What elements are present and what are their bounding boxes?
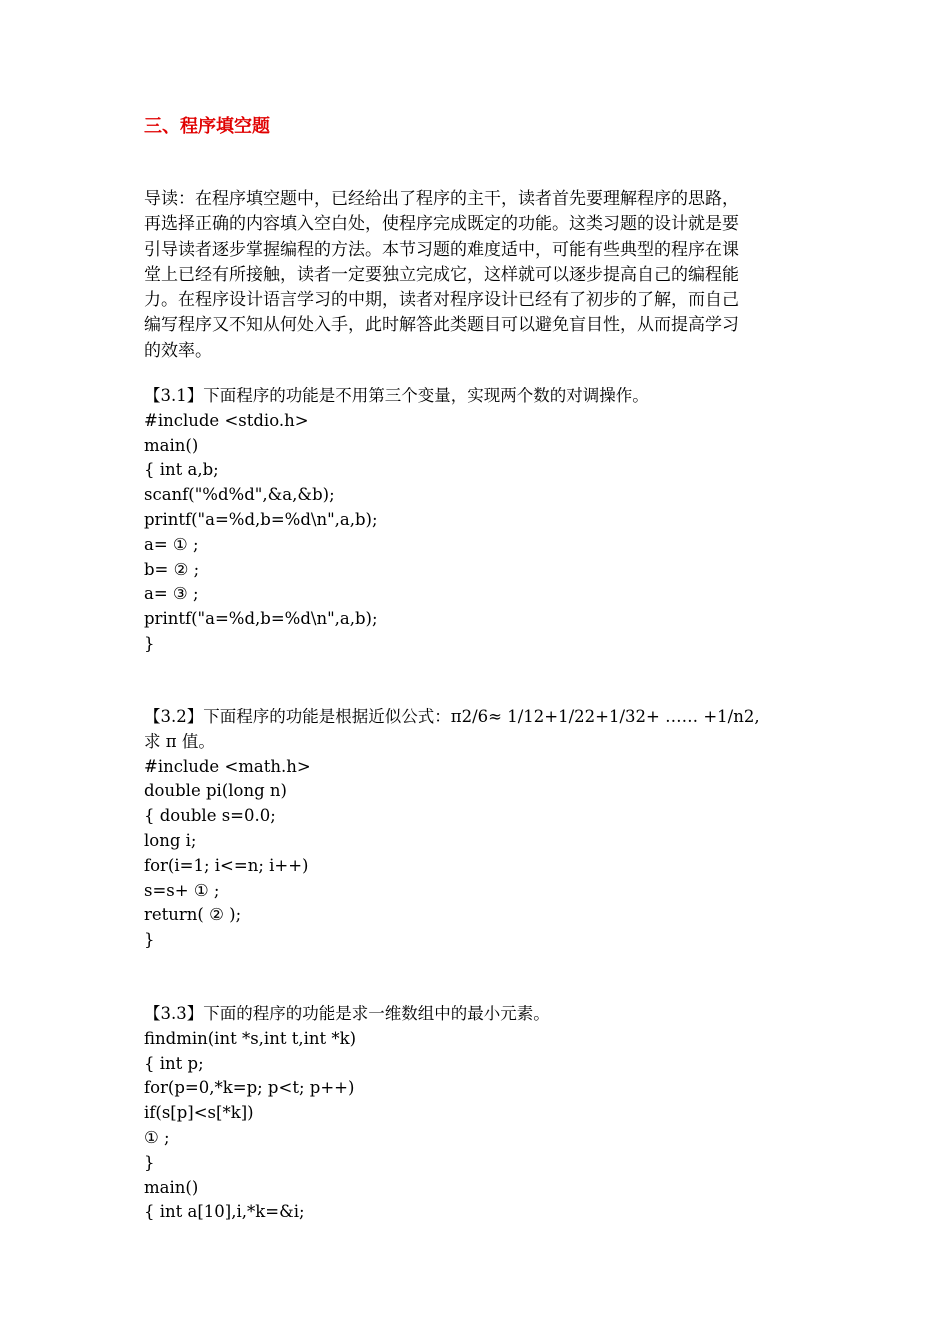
intro-line: 引导读者逐步掌握编程的方法。本节习题的难度适中，可能有些典型的程序在课 <box>144 239 739 260</box>
intro-line: 的效率。 <box>144 340 212 361</box>
code-line: #include <math.h> <box>144 756 311 776</box>
problem-3-3 <box>144 1002 824 1225</box>
code-line: if(s[p]<s[*k]) <box>144 1103 254 1123</box>
code-line: } <box>144 633 155 653</box>
problem-3-2 <box>144 705 824 953</box>
code-line: return( ② ); <box>144 905 242 925</box>
problem-title: 【3.3】下面的程序的功能是求一维数组中的最小元素。 <box>144 1004 550 1023</box>
code-line: { double s=0.0; <box>144 806 276 826</box>
code-line: main() <box>144 435 199 455</box>
intro-line: 堂上已经有所接触，读者一定要独立完成它，这样就可以逐步提高自己的编程能 <box>144 264 739 285</box>
problem-3-1 <box>144 384 824 657</box>
code-line: for(p=0,*k=p; p<t; p++) <box>144 1078 355 1098</box>
code-line: a= ③ ; <box>144 584 199 604</box>
intro-line: 编写程序又不知从何处入手，此时解答此类题目可以避免盲目性，从而提高学习 <box>144 315 739 336</box>
code-line: { int a,b; <box>144 460 219 480</box>
problem-title: 【3.2】下面程序的功能是根据近似公式：π2/6≈ 1/12+1/22+1/32+ …… +1/n2, <box>144 707 760 726</box>
code-line: printf("a=%d,b=%d\n",a,b); <box>144 509 378 529</box>
intro-line: 力。在程序设计语言学习的中期，读者对程序设计已经有了初步的了解，而自己 <box>144 290 739 311</box>
code-line: scanf("%d%d",&a,&b); <box>144 485 335 505</box>
code-line: printf("a=%d,b=%d\n",a,b); <box>144 609 378 629</box>
code-line: s=s+ ① ; <box>144 880 220 900</box>
code-line: } <box>144 1152 155 1172</box>
code-line: long i; <box>144 830 197 850</box>
intro-line: 再选择正确的内容填入空白处，使程序完成既定的功能。这类习题的设计就是要 <box>144 214 739 235</box>
problem-title-cont: 求 π 值。 <box>144 731 215 751</box>
code-line: double pi(long n) <box>144 781 287 801</box>
code-line: ① ; <box>144 1127 170 1147</box>
code-line: } <box>144 930 155 950</box>
code-line: main() <box>144 1177 199 1197</box>
code-line: { int a[10],i,*k=&i; <box>144 1202 305 1222</box>
code-line: a= ① ; <box>144 534 199 554</box>
problem-title: 【3.1】下面程序的功能是不用第三个变量，实现两个数的对调操作。 <box>144 386 649 405</box>
code-line: b= ② ; <box>144 559 200 579</box>
section-heading: 三、程序填空题 <box>144 116 270 137</box>
code-line: findmin(int *s,int t,int *k) <box>144 1028 357 1048</box>
intro-line: 导读：在程序填空题中，已经给出了程序的主干，读者首先要理解程序的思路， <box>144 189 739 209</box>
code-line: #include <stdio.h> <box>144 410 309 430</box>
code-line: { int p; <box>144 1053 204 1073</box>
intro-paragraph <box>144 187 816 364</box>
code-line: for(i=1; i<=n; i++) <box>144 855 309 875</box>
